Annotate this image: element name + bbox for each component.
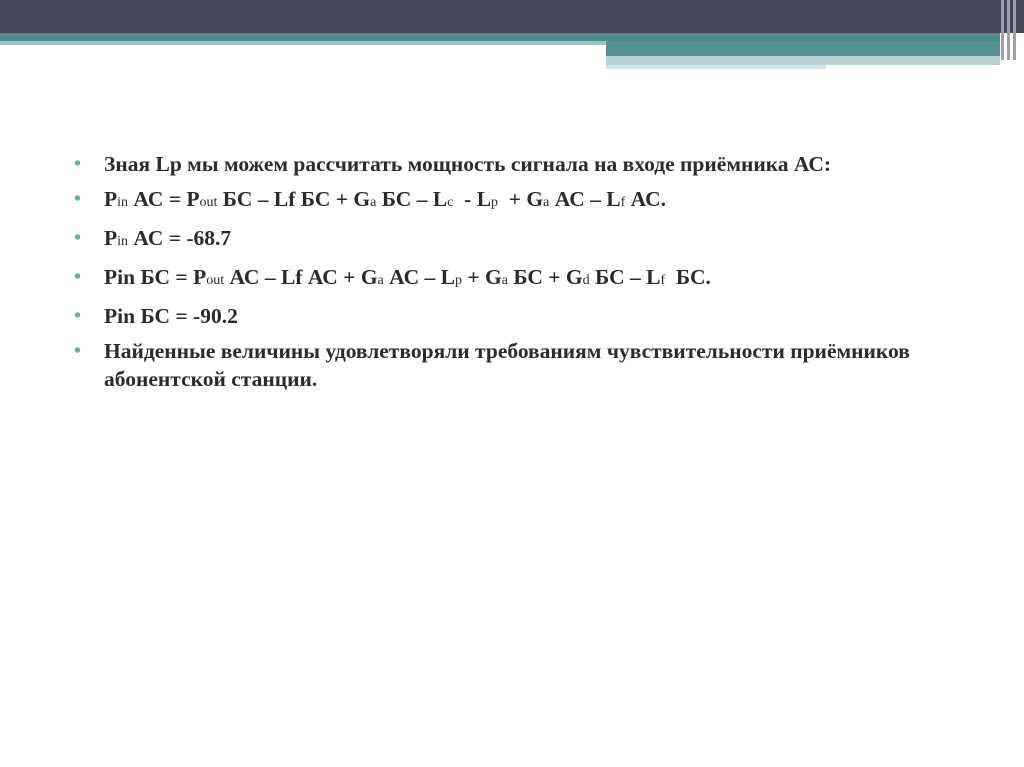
formula-text: Pin АС = -68.7: [104, 226, 232, 250]
header-vertical-line: [1013, 0, 1016, 60]
bullet-list: [74, 150, 974, 393]
bullet-icon: •: [74, 305, 82, 327]
bullet-item: [74, 224, 974, 256]
bullet-item: [74, 150, 974, 178]
bullet-item: [74, 185, 974, 217]
header-accent-band: [606, 41, 1000, 56]
formula-text: Pin БС = -90.2: [104, 304, 238, 328]
bullet-icon: •: [74, 266, 82, 288]
header-pale-band: [606, 56, 1000, 65]
bullet-icon: •: [74, 340, 82, 362]
header-teal-band: [0, 33, 1000, 41]
bullet-icon: •: [74, 188, 82, 210]
header-dark-band: [0, 0, 1024, 33]
header-light-band: [0, 41, 606, 45]
formula-text: Pin БС = Pout АС – Lf АС + Ga АС – Lp + Ga БС + Gd БС – Lf БС.: [104, 265, 711, 289]
formula-text: Pin АС = Pout БС – Lf БС + Ga БС – Lc - Lp + Ga АС – Lf АС.: [104, 187, 666, 211]
bullet-text: Зная Lp мы можем рассчитать мощность сигнала на входе приёмника АС:: [104, 152, 832, 176]
header-vertical-line: [1007, 0, 1010, 60]
bullet-text: Найденные величины удовлетворяли требованиям чувствительности приёмников абонентской станции.: [104, 339, 910, 391]
bullet-icon: •: [74, 227, 82, 249]
header-faint-band: [606, 65, 826, 69]
bullet-item: [74, 263, 974, 295]
bullet-item: [74, 302, 974, 330]
slide-body: [74, 150, 974, 400]
bullet-item: [74, 337, 974, 393]
bullet-icon: •: [74, 153, 82, 175]
header-vertical-line: [1001, 0, 1004, 60]
